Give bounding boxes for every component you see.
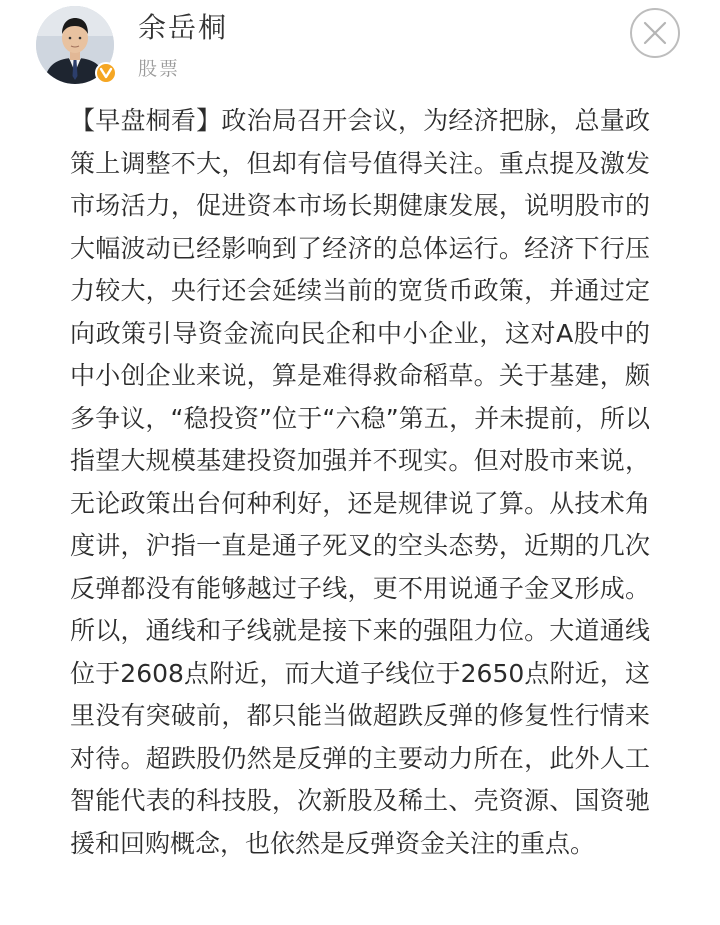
author-tag: 股票 [138,58,181,80]
close-icon [632,10,678,56]
close-button[interactable] [630,8,680,58]
verified-v-icon [95,62,117,84]
post-header [0,0,720,96]
author-name[interactable]: 余岳桐 [138,11,229,44]
post-text: 【早盘桐看】政治局召开会议，为经济把脉，总量政策上调整不大，但却有信号值得关注。重点提及激发市场活力，促进资本市场长期健康发展，说明股市的大幅波动已经影响到了经济的总体运行。经济下行压力较大，央行还会延续当前的宽货币政策，并通过定向政策引导资金流向民企和中小企业，这对A股中的中小创企业来说，算是难得救命稻草。关于基建，颇多争议，“稳投资”位于“六稳”第五，并未提前，所以指望大规模基建投资加强并不现实。但对股市来说，无论政策出台何种利好，还是规律说了算。从技术角度讲，沪指一直是通子死叉的空头态势，近期的几次反弹都没有能够越过子线，更不用说通子金叉形成。所以，通线和子线就是接下来的强阻力位。大道通线位于2608点附近，而大道子线位于2650点附近，这里没有突破前，都只能当做超跌反弹的修复性行情来对待。超跌股仍然是反弹的主要动力所在，此外人工智能代表的科技股，次新股及稀土、壳资源、国资驰援和回购概念，也依然是反弹资金关注的重点。 [70,106,650,858]
